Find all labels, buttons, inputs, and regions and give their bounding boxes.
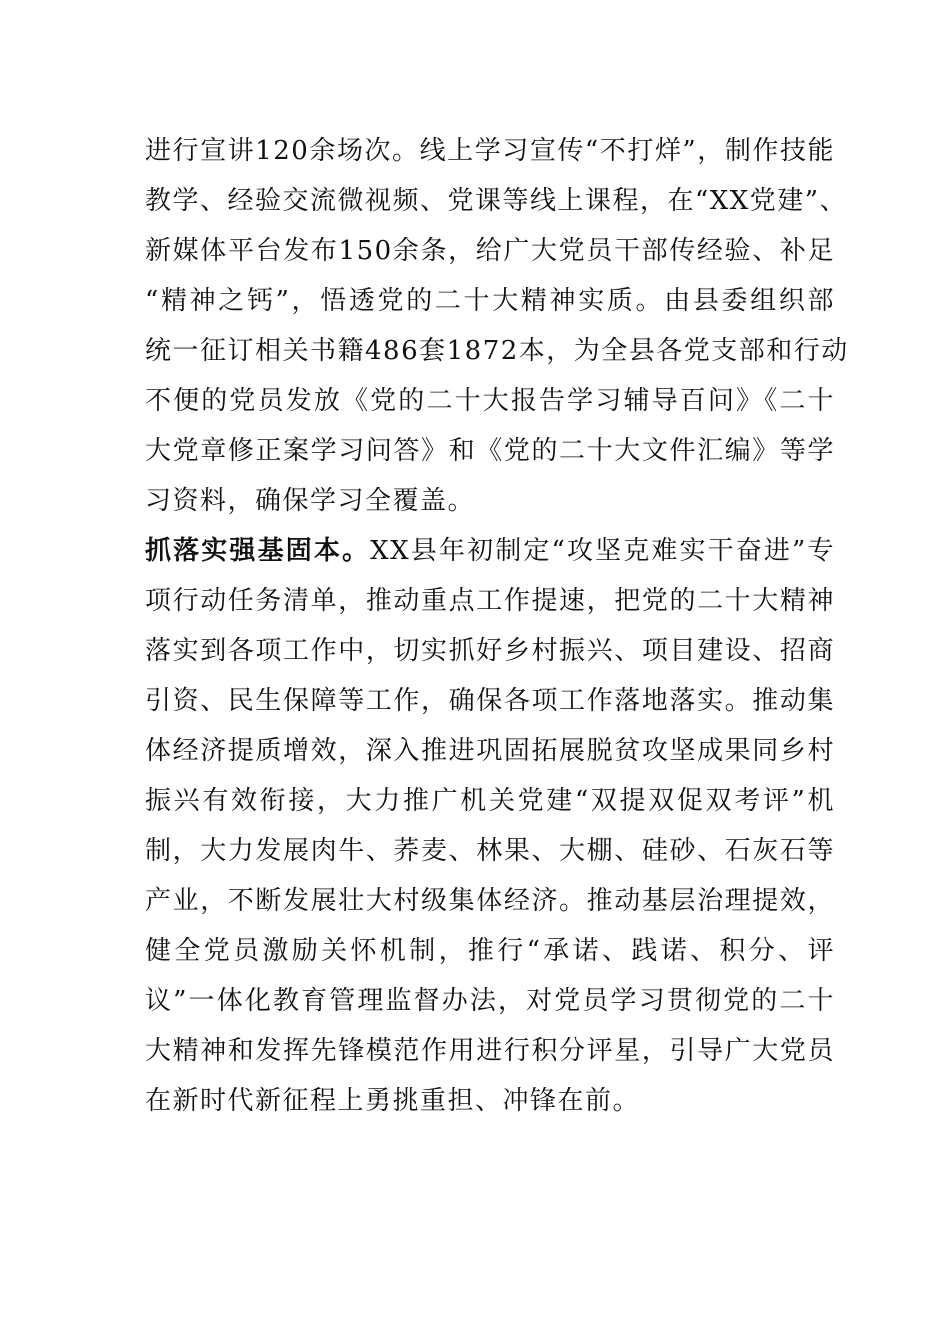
paragraph-line: 引资、民生保障等工作，确保各项工作落地落实。推动集 [145,686,835,716]
paragraph-line: 习资料，确保学习全覆盖。 [145,486,476,516]
document-body [145,126,849,1126]
paragraph-line: 议”一体化教育管理监督办法，对党员学习贯彻党的二十 [145,986,835,1016]
paragraph-line: 新媒体平台发布150余条，给广大党员干部传经验、补足 [145,236,835,266]
paragraph-line: 大党章修正案学习问答》和《党的二十大文件汇编》等学 [145,436,835,466]
paragraph-first-line-text: XX县年初制定“攻坚克难实干奋进”专 [370,536,835,566]
paragraph-2 [145,526,835,1126]
paragraph-line: 产业，不断发展壮大村级集体经济。推动基层治理提效， [145,886,835,916]
paragraph-1 [145,126,849,526]
paragraph-line: 教学、经验交流微视频、党课等线上课程，在“XX党建”、 [145,186,848,216]
paragraph-line: 健全党员激励关怀机制，推行“承诺、践诺、积分、评 [145,936,835,966]
paragraph-line: 落实到各项工作中，切实抓好乡村振兴、项目建设、招商 [145,636,835,666]
paragraph-line: 进行宣讲120余场次。线上学习宣传“不打烊”，制作技能 [145,136,835,166]
paragraph-line: 振兴有效衔接，大力推广机关党建“双提双促双考评”机 [145,786,835,816]
paragraph-heading: 抓落实强基固本。 [145,536,371,566]
paragraph-line: 大精神和发挥先锋模范作用进行积分评星，引导广大党员 [145,1036,835,1066]
paragraph-line: “精神之钙”，悟透党的二十大精神实质。由县委组织部 [145,286,835,316]
paragraph-line: 在新时代新征程上勇挑重担、冲锋在前。 [145,1086,641,1116]
paragraph-line: 体经济提质增效，深入推进巩固拓展脱贫攻坚成果同乡村 [145,736,835,766]
paragraph-line: 统一征订相关书籍486套1872本，为全县各党支部和行动 [145,336,849,366]
paragraph-first-line [145,526,835,576]
paragraph-line: 不便的党员发放《党的二十大报告学习辅导百问》《二十 [145,386,835,416]
paragraph-line: 制，大力发展肉牛、荞麦、林果、大棚、硅砂、石灰石等 [145,836,835,866]
paragraph-line: 项行动任务清单，推动重点工作提速，把党的二十大精神 [145,586,835,616]
